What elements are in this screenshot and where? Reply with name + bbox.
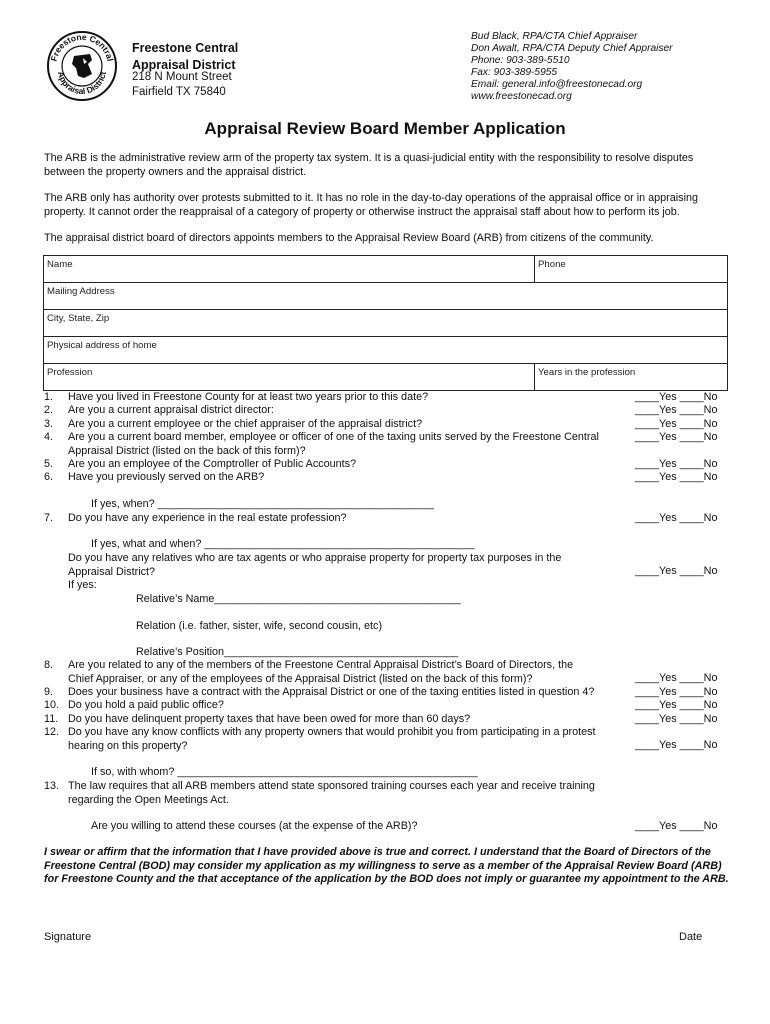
question-6-followup[interactable]: If yes, when? ______________________________________________	[91, 498, 434, 510]
phone-number: Phone: 903-389-5510	[471, 55, 570, 66]
fax-number: Fax: 903-389-5955	[471, 67, 558, 78]
yes-no-answer[interactable]: ____Yes ____No	[635, 404, 718, 416]
question-12-line2: hearing on this property?	[68, 739, 188, 752]
question-13-line1: The law requires that all ARB members attend state sponsored training courses each year and receive training	[68, 780, 595, 792]
question-number: 4.	[44, 431, 54, 443]
question-4-line2: Appraisal District (listed on the back of this form)?	[68, 444, 306, 457]
question-number: 8.	[44, 659, 54, 671]
district-name-line1: Freestone Central	[132, 41, 239, 55]
deputy-chief-appraiser: Don Awalt, RPA/CTA Deputy Chief Appraiser	[471, 43, 673, 54]
question-6: Have you previously served on the ARB?	[68, 471, 265, 483]
question-number: 1.	[44, 391, 54, 403]
affirmation-statement: I swear or affirm that the information that I have provided above is true and correct. I understand that the Board of Directors of the Freestone Central (BOD) may consider my application as my willingness to serve as a member of the Appraisal Review Board (ARB) for Freestone County and the that acceptance of the application by the BOD does not imply or guarantee my appointment to the ARB.	[44, 846, 729, 885]
question-number: 3.	[44, 418, 54, 430]
yes-no-answer[interactable]: ____Yes ____No	[635, 672, 718, 684]
date-field[interactable]: Date	[679, 931, 703, 943]
yes-no-answer[interactable]: ____Yes ____No	[635, 391, 718, 403]
question-number: 13.	[44, 780, 60, 792]
question-5: Are you an employee of the Comptroller of Public Accounts?	[68, 458, 357, 470]
question-12-line1: Do you have any know conflicts with any property owners that would prohibit you from participating in a protest	[68, 726, 596, 738]
yes-no-answer[interactable]: ____Yes ____No	[635, 565, 718, 577]
mailing-address-field[interactable]: Mailing Address	[44, 283, 728, 310]
relative-position-field[interactable]: Relative’s Position_______________________________________	[136, 646, 459, 658]
yes-no-answer[interactable]: ____Yes ____No	[635, 699, 718, 711]
yes-no-answer[interactable]: ____Yes ____No	[635, 458, 718, 470]
relatives-question-line1: Do you have any relatives who are tax agents or who appraise property for property tax purposes in the	[68, 552, 562, 564]
question-12	[68, 726, 628, 753]
question-number: 10.	[44, 699, 60, 711]
question-number: 5.	[44, 458, 54, 470]
question-7: Do you have any experience in the real estate profession?	[68, 512, 347, 524]
question-number: 7.	[44, 512, 54, 524]
relative-name-field[interactable]: Relative’s Name_________________________________________	[136, 593, 461, 605]
question-number: 6.	[44, 471, 54, 483]
chief-appraiser: Bud Black, RPA/CTA Chief Appraiser	[471, 31, 638, 42]
website-link[interactable]: www.freestonecad.org	[471, 91, 572, 102]
form-title: Appraisal Review Board Member Application	[204, 119, 566, 138]
question-4-line1: Are you a current board member, employee or officer of one of the taxing units served by the Freestone Central	[68, 431, 599, 443]
intro-paragraph-1: The ARB is the administrative review arm of the property tax system. It is a quasi-judicial entity with the responsibility to resolve disputes between the property owners and the appraisal district.	[44, 152, 694, 178]
signature-field[interactable]: Signature	[44, 931, 92, 943]
years-in-profession-field[interactable]: Years in the profession	[535, 364, 728, 391]
intro-paragraph-3: The appraisal district board of directors appoints members to the Appraisal Review Board (ARB) from citizens of the community.	[44, 232, 654, 244]
question-8	[68, 659, 628, 686]
relative-relation-field[interactable]: Relation (i.e. father, sister, wife, second cousin, etc)	[136, 620, 383, 632]
district-address	[132, 70, 232, 100]
question-11: Do you have delinquent property taxes that have been owed for more than 60 days?	[68, 713, 471, 725]
yes-no-answer[interactable]: ____Yes ____No	[635, 820, 718, 832]
district-seal-logo	[46, 30, 118, 102]
svg-text:Freestone Central: Freestone Central	[48, 31, 116, 63]
question-8-line2: Chief Appraiser, or any of the employees of the Appraisal District (listed on the back of this form)?	[68, 672, 533, 685]
question-13-followup: Are you willing to attend these courses (at the expense of the ARB)?	[91, 820, 418, 832]
email-address[interactable]: Email: general.info@freestonecad.org	[471, 79, 643, 90]
yes-no-answer[interactable]: ____Yes ____No	[635, 713, 718, 725]
relatives-question-line2: Appraisal District?	[68, 565, 156, 578]
question-12-followup[interactable]: If so, with whom? __________________________________________________	[91, 766, 478, 778]
district-name-line2: Appraisal District	[132, 58, 236, 72]
address-line2: Fairfield TX 75840	[132, 86, 226, 98]
question-number: 12.	[44, 726, 60, 738]
question-number: 2.	[44, 404, 54, 416]
physical-address-field[interactable]: Physical address of home	[44, 337, 728, 364]
profession-field[interactable]: Profession	[44, 364, 535, 391]
yes-no-answer[interactable]: ____Yes ____No	[635, 739, 718, 751]
phone-field[interactable]: Phone	[535, 256, 728, 283]
yes-no-answer[interactable]: ____Yes ____No	[635, 431, 718, 443]
question-4	[68, 431, 628, 458]
question-number: 9.	[44, 686, 54, 698]
question-3: Are you a current employee or the chief appraiser of the appraisal district?	[68, 418, 423, 430]
address-line1: 218 N Mount Street	[132, 71, 232, 83]
name-field[interactable]: Name	[44, 256, 535, 283]
question-1: Have you lived in Freestone County for at least two years prior to this date?	[68, 391, 429, 403]
question-2: Are you a current appraisal district director:	[68, 404, 274, 416]
yes-no-answer[interactable]: ____Yes ____No	[635, 512, 718, 524]
yes-no-answer[interactable]: ____Yes ____No	[635, 471, 718, 483]
question-8-line1: Are you related to any of the members of the Freestone Central Appraisal District’s Board of Directors, the	[68, 659, 574, 671]
question-7-followup[interactable]: If yes, what and when? _____________________________________________	[91, 538, 475, 550]
yes-no-answer[interactable]: ____Yes ____No	[635, 418, 718, 430]
question-9: Does your business have a contract with the Appraisal District or one of the taxing entities listed in question 4?	[68, 686, 595, 698]
applicant-info-table	[43, 255, 728, 391]
question-10: Do you hold a paid public office?	[68, 699, 224, 711]
question-13	[68, 780, 628, 807]
svg-text:Appraisal District: Appraisal District	[55, 70, 108, 97]
intro-paragraph-2: The ARB only has authority over protests submitted to it. It has no role in the day-to-day operations of the appraisal office or in appraising property. It cannot order the reappraisal of a category of property or otherwise instruct the appraisal staff about how to perform its job.	[44, 192, 698, 218]
yes-no-answer[interactable]: ____Yes ____No	[635, 686, 718, 698]
contact-block	[471, 31, 673, 103]
city-state-zip-field[interactable]: City, State, Zip	[44, 310, 728, 337]
relatives-question	[68, 552, 628, 593]
relatives-question-line3: If yes:	[68, 579, 97, 591]
district-name	[132, 40, 238, 74]
question-number: 11.	[44, 713, 59, 725]
question-13-line2: regarding the Open Meetings Act.	[68, 793, 229, 806]
